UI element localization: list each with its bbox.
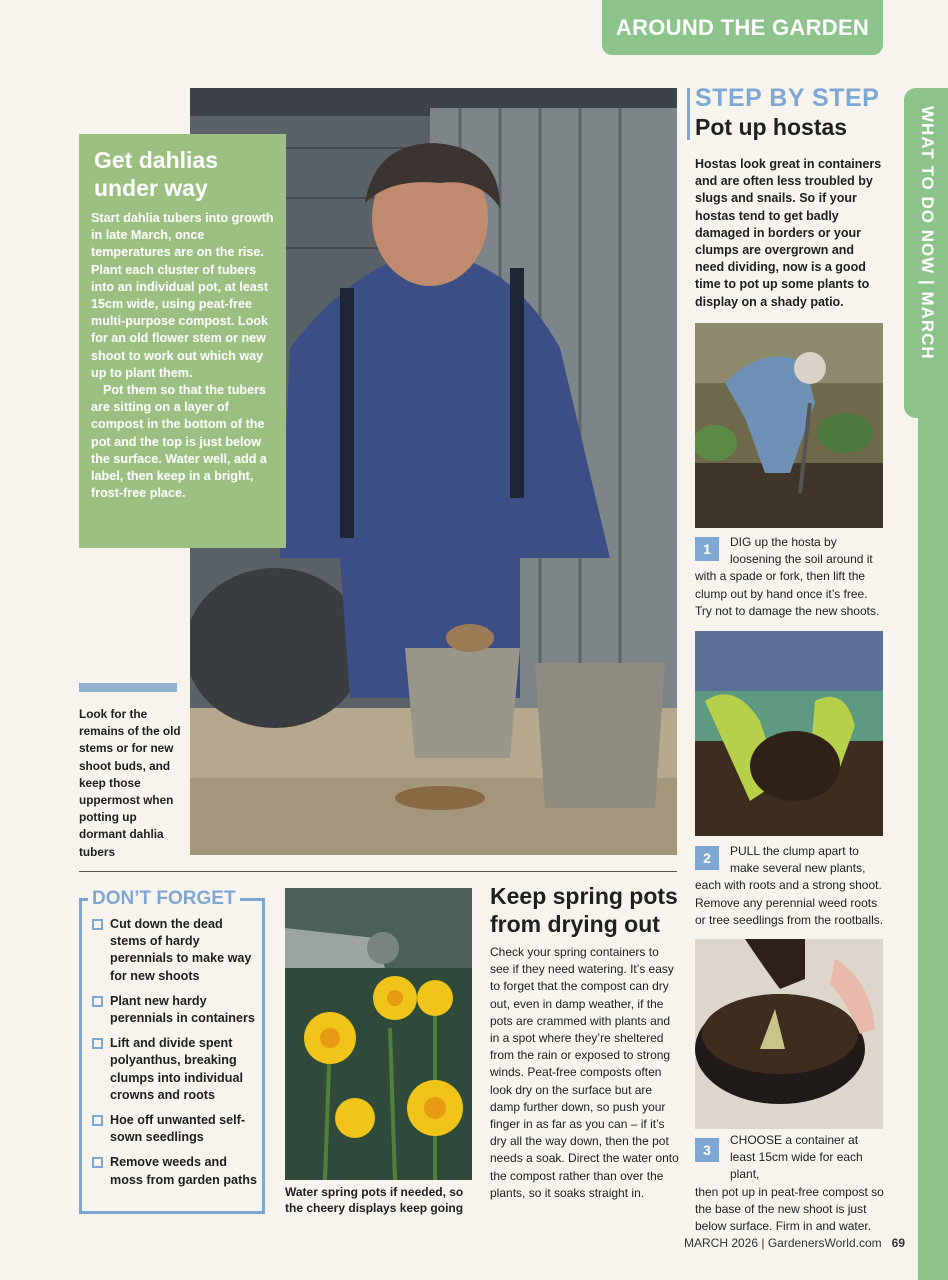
step-3-number: 3 xyxy=(695,1138,719,1162)
section-divider xyxy=(79,871,677,872)
dahlia-paragraph-1: Start dahlia tubers into growth in late March, once temperatures are on the rise. Plant each cluster of tubers into an individual pot, at least 15cm wide, using peat-free multi-purpose compost. Look for an old flower stem or new shoot to work out which way up to plant them. xyxy=(91,211,274,380)
checkbox-icon xyxy=(92,919,103,930)
step-1-rest: with a spade or fork, then lift the clump out by hand once it’s free. Try not to damage the new shoots. xyxy=(695,569,880,618)
dont-forget-list xyxy=(92,916,262,1197)
dont-forget-item-text: Remove weeds and moss from garden paths xyxy=(110,1155,257,1187)
dont-forget-item xyxy=(92,1154,262,1188)
dahlia-box xyxy=(79,134,286,548)
keep-pots-title: Keep spring pots from drying out xyxy=(490,883,678,937)
step-1-text xyxy=(695,534,885,620)
checkbox-icon xyxy=(92,1115,103,1126)
step-by-step-title: Pot up hostas xyxy=(695,114,848,140)
step-2-photo xyxy=(695,631,883,836)
checkbox-icon xyxy=(92,1038,103,1049)
side-strip xyxy=(918,418,948,1280)
daffodil-caption: Water spring pots if needed, so the cheery displays keep going xyxy=(285,1185,464,1216)
main-photo-caption: Look for the remains of the old stems or for new shoot buds, and keep those uppermost when potting up dormant dahlia tubers xyxy=(79,707,181,859)
dont-forget-item xyxy=(92,916,262,985)
caption-bar xyxy=(79,683,177,692)
step-1-photo xyxy=(695,323,883,528)
step-3-lead: CHOOSE a container at least 15cm wide for each plant, xyxy=(730,1133,863,1182)
dont-forget-item xyxy=(92,1035,262,1104)
dont-forget-item-text: Lift and divide spent polyanthus, breaking clumps into individual crowns and roots xyxy=(110,1036,243,1102)
dahlia-paragraph-2: Pot them so that the tubers are sitting on a layer of compost in the bottom of the pot and the top is just below the surface. Water well, add a label, then keep in a bright, frost-free place. xyxy=(91,383,267,501)
step-by-step-rule xyxy=(687,88,690,140)
checkbox-icon xyxy=(92,996,103,1007)
section-tab: AROUND THE GARDEN xyxy=(602,0,883,55)
footer-issue: MARCH 2026 | GardenersWorld.com xyxy=(684,1236,882,1250)
side-tab xyxy=(904,88,948,418)
page-footer xyxy=(684,1236,905,1250)
daffodil-photo xyxy=(285,888,472,1180)
step-3-photo xyxy=(695,939,883,1129)
dont-forget-item-text: Plant new hardy perennials in containers xyxy=(110,993,255,1026)
step-2-text xyxy=(695,843,885,929)
step-3-rest: then pot up in peat-free compost so the base of the new shoot is just below surface. Firm in and water. xyxy=(695,1184,884,1234)
dont-forget-item-text: Hoe off unwanted self-sown seedlings xyxy=(110,1113,246,1145)
step-by-step-label: STEP BY STEP xyxy=(695,84,880,112)
page-number: 69 xyxy=(891,1236,905,1250)
dont-forget-item-text: Cut down the dead stems of hardy perennials to make way for new shoots xyxy=(110,917,252,983)
step-2-number: 2 xyxy=(695,846,719,870)
keep-pots-body: Check your spring containers to see if they need watering. It’s easy to forget that the compost can dry out, even in damp weather, if the pots are crammed with plants and in a spot where they’re sheltered from the rain or exposed to strong winds. Peat-free composts often look dry on the surface but are damp further down, so push your finger in as far as you can – if it’s dry all the way down, then the pot needs a soak. Direct the water onto the compost rather than over the plants, so it soaks straight in. xyxy=(490,945,679,1200)
step-2-rest: each with roots and a strong shoot. Remove any perennial weed roots or tree seedlings from the rootballs. xyxy=(695,878,884,927)
dont-forget-item xyxy=(92,993,262,1027)
step-1-number: 1 xyxy=(695,537,719,561)
step-2-lead: PULL the clump apart to make several new plants, xyxy=(730,844,866,876)
checkbox-icon xyxy=(92,1157,103,1168)
dont-forget-title: DON’T FORGET xyxy=(88,888,240,910)
side-tab-label: WHAT TO DO NOW | MARCH xyxy=(918,106,937,360)
step-3-text xyxy=(695,1132,885,1235)
dahlia-title: Get dahlias under way xyxy=(94,147,218,201)
step-1-lead: DIG up the hosta by loosening the soil around it xyxy=(730,535,873,567)
dont-forget-item xyxy=(92,1112,262,1146)
step-by-step-intro: Hostas look great in containers and are often less troubled by slugs and snails. So if your hostas tend to get badly damaged in borders or your clumps are overgrown and need dividing, now is a good time to pot up some plants to display on a shady patio. xyxy=(695,157,882,309)
